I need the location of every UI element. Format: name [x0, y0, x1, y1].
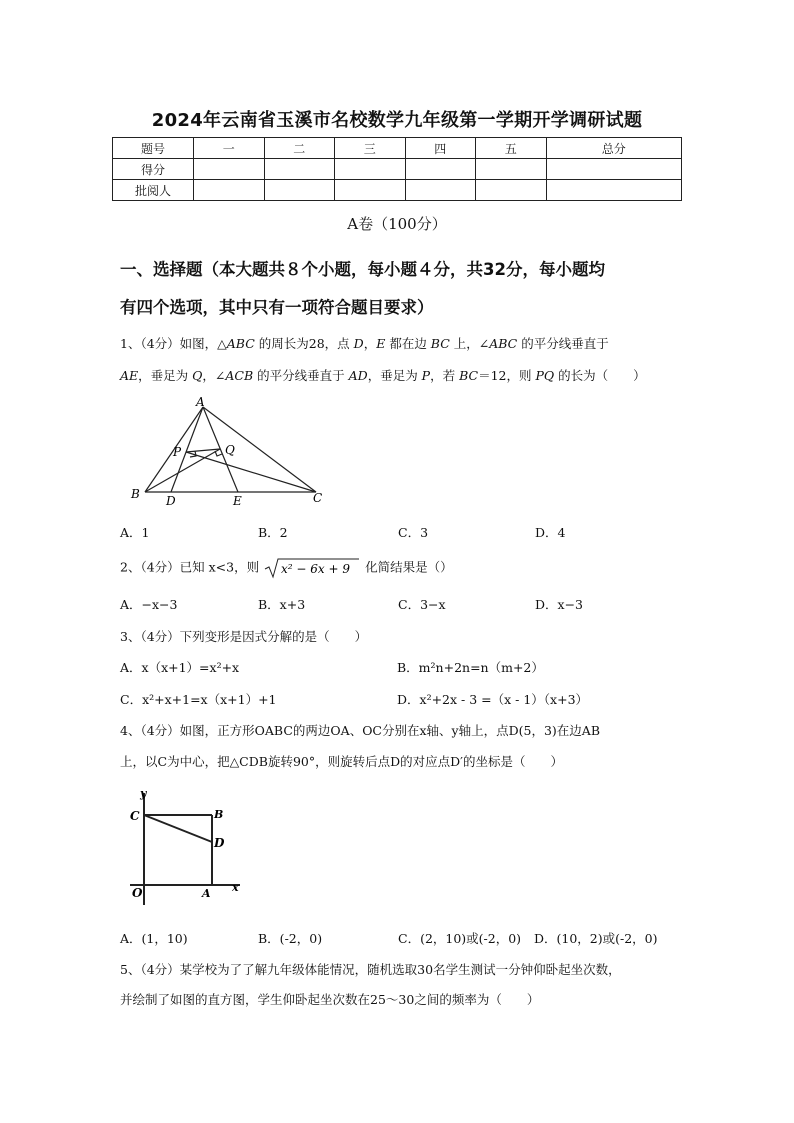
q2-stem: 2、（4分）已知 x<3，则 x² − 6x + 9 化简结果是（） [120, 557, 690, 579]
part1-heading-line2: 有四个选项，其中只有一项符合题目要求） [120, 298, 434, 317]
q1-option-c[interactable]: C．3 [398, 525, 429, 540]
section-a-heading: A卷（100分） [347, 215, 447, 233]
q4-square-figure [124, 785, 254, 910]
q4-option-d[interactable]: D．(10，2)或(-2，0) [534, 931, 658, 946]
q5-line2: 并绘制了如图的直方图，学生仰卧起坐次数在25～30之间的频率为（ ） [120, 992, 540, 1007]
q4-line1: 4、（4分）如图，正方形OABC的两边OA、OC分别在x轴、y轴上，点D(5，3)在边AB [120, 723, 601, 738]
q3-option-d[interactable]: D．x²+2x - 3 =（x - 1）（x+3） [397, 692, 589, 707]
q2-option-c[interactable]: C．3−x [398, 597, 446, 612]
fig1-label-e: E [233, 494, 242, 508]
q4-option-a[interactable]: A．(1，10) [120, 931, 188, 946]
fig1-label-a: A [196, 395, 205, 409]
fig4-label-a: A [202, 887, 211, 900]
fig4-label-y: y [140, 787, 147, 800]
page-title: 2024年云南省玉溪市名校数学九年级第一学期开学调研试题 [151, 110, 643, 131]
q5-line1: 5、（4分）某学校为了了解九年级体能情况，随机选取30名学生测试一分钟仰卧起坐次数， [120, 962, 621, 977]
q1-triangle-figure [126, 394, 336, 509]
part1-heading-line1: 一、选择题（本大题共８个小题，每小题４分，共32分，每小题均 [120, 260, 605, 279]
q3-option-a[interactable]: A．x（x+1）=x²+x [120, 660, 240, 675]
table-row: 题号 一 二 三 四 五 总分 [113, 138, 682, 159]
q1-option-b[interactable]: B．2 [258, 525, 288, 540]
q3-option-b[interactable]: B．m²n+2n=n（m+2） [397, 660, 544, 675]
q2-option-b[interactable]: B．x+3 [258, 597, 306, 612]
fig1-label-c: C [313, 491, 323, 505]
q1-option-a[interactable]: A．1 [120, 525, 150, 540]
fig1-label-b: B [131, 487, 140, 501]
q3-option-c[interactable]: C．x²+x+1=x（x+1）+1 [120, 692, 277, 707]
q1-line1: 1、（4分）如图，△ABC 的周长为28，点 D，E 都在边 BC 上，∠ABC 的平分线垂直于 [120, 336, 609, 351]
score-table [112, 137, 682, 201]
table-row: 批阅人 [113, 180, 682, 201]
q2-option-d[interactable]: D．x−3 [535, 597, 583, 612]
q3-stem: 3、（4分）下列变形是因式分解的是（ ） [120, 629, 368, 644]
fig4-label-o: O [132, 886, 143, 900]
fig4-label-b: B [214, 808, 224, 821]
fig4-label-x: x [232, 881, 239, 894]
q4-option-c[interactable]: C．(2，10)或(-2，0) [398, 931, 522, 946]
q4-option-b[interactable]: B．(-2，0) [258, 931, 323, 946]
q1-line2: AE，垂足为 Q，∠ACB 的平分线垂直于 AD，垂足为 P，若 BC＝12，则 PQ 的长为（ ） [120, 368, 646, 383]
fig4-label-c: C [130, 809, 140, 823]
table-row: 得分 [113, 159, 682, 180]
fig1-label-p: P [173, 445, 182, 459]
svg-text:x² − 6x + 9: x² − 6x + 9 [281, 562, 351, 576]
q1-option-d[interactable]: D．4 [535, 525, 566, 540]
q4-line2: 上，以C为中心，把△CDB旋转90°，则旋转后点D的对应点D′的坐标是（ ） [120, 754, 563, 769]
fig1-label-d: D [166, 494, 176, 508]
q2-option-a[interactable]: A．−x−3 [120, 597, 178, 612]
fig1-label-q: Q [225, 443, 235, 457]
sqrt-expression [263, 557, 361, 579]
fig4-label-d: D [214, 836, 225, 850]
